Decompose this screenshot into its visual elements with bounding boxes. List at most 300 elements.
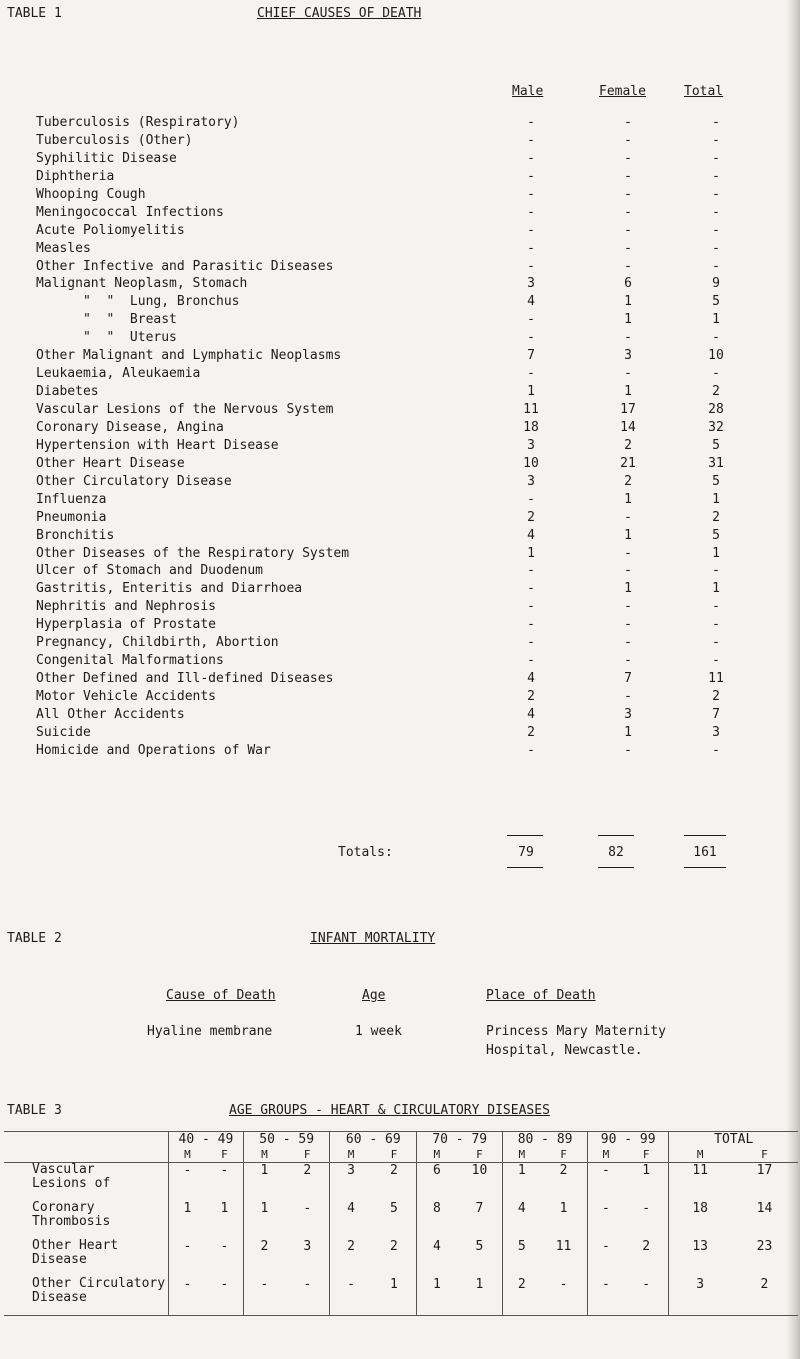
table3-row (4, 1163, 798, 1202)
male-value: - (527, 186, 535, 202)
table3-cell: - (642, 1201, 651, 1216)
table1-row (36, 384, 756, 402)
table3-cell: 11 (669, 1163, 731, 1202)
row-caption-line2: Lesions of (32, 1176, 111, 1191)
table3-cell: 6 (417, 1163, 457, 1202)
female-value: - (624, 222, 632, 238)
female-value: 17 (620, 402, 636, 417)
male-value: 4 (527, 671, 535, 687)
female-value: - (624, 545, 632, 561)
table1-row (36, 653, 756, 671)
female-value: - (624, 599, 632, 615)
table1-row (36, 528, 756, 546)
cause-label: Leukaemia, Aleukaemia (36, 366, 201, 382)
cause-label: " " Breast (36, 312, 177, 328)
cause-label: Vascular Lesions of the Nervous System (36, 402, 334, 417)
male-value: 3 (527, 276, 535, 292)
table3-row (4, 1239, 798, 1277)
table3-cell: 1 (642, 1163, 651, 1178)
table3-cell: 23 (756, 1239, 773, 1254)
table1-row (36, 259, 756, 277)
table3-cell: 4 (330, 1201, 372, 1239)
table1-row (36, 510, 756, 528)
sex-header-m: M (669, 1148, 731, 1163)
male-value: - (527, 150, 535, 166)
table1-row (36, 707, 756, 725)
table2-title: INFANT MORTALITY (310, 931, 436, 946)
female-value: 2 (624, 437, 632, 453)
table3-corner (4, 1132, 168, 1148)
male-value: - (527, 204, 535, 220)
age-group-header: 70 - 79 (417, 1132, 503, 1148)
male-value: 2 (527, 724, 535, 740)
row-caption-line1: Other Circulatory (32, 1276, 166, 1291)
table3-cell: 5 (503, 1239, 540, 1277)
total-value: - (712, 366, 720, 382)
cause-label: Influenza (36, 491, 107, 507)
table1-row (36, 223, 756, 241)
female-value: 7 (624, 671, 632, 687)
total-value: - (712, 617, 720, 633)
total-value: - (712, 150, 720, 166)
table1-row (36, 169, 756, 187)
table3-cell: 1 (559, 1201, 568, 1216)
table1-row (36, 133, 756, 151)
total-value: - (712, 132, 720, 148)
cause-label: Congenital Malformations (36, 653, 224, 669)
table1-row (36, 187, 756, 205)
male-value: - (527, 222, 535, 238)
female-value: - (624, 240, 632, 256)
male-value: - (527, 330, 535, 346)
table1-header-total: Total (684, 84, 724, 99)
table1-row (36, 635, 756, 653)
table1-row (36, 563, 756, 581)
table3-cell: - (624, 1277, 669, 1316)
table1-row (36, 599, 756, 617)
table3-cell: - (168, 1163, 205, 1202)
cause-label: Hypertension with Heart Disease (36, 437, 279, 453)
age-group-header: 60 - 69 (330, 1132, 417, 1148)
female-value: 1 (624, 384, 632, 400)
table1-row (36, 330, 756, 348)
male-value: - (527, 491, 535, 507)
table3-row (4, 1277, 798, 1316)
female-value: - (624, 186, 632, 202)
male-value: - (527, 366, 535, 382)
male-value: - (527, 563, 535, 579)
male-value: - (527, 240, 535, 256)
table1-row (36, 671, 756, 689)
total-value: 1 (712, 545, 720, 561)
male-value: - (527, 742, 535, 758)
totals-rule-bottom-male (507, 867, 543, 868)
table1-header-female: Female (599, 84, 646, 99)
table3-cell: - (587, 1201, 624, 1239)
table3-cell: - (587, 1277, 624, 1316)
total-value: - (712, 563, 720, 579)
table3-cell: - (303, 1201, 312, 1216)
cause-label: Diabetes (36, 384, 99, 400)
total-value: - (712, 599, 720, 615)
male-value: 3 (527, 437, 535, 453)
totals-rule-top-female (598, 835, 634, 836)
table3-cell: - (220, 1163, 229, 1178)
total-value: - (712, 222, 720, 238)
table3-cell: - (168, 1277, 205, 1316)
table2-place-line2: Hospital, Newcastle. (486, 1043, 643, 1058)
table3-cell: 18 (669, 1201, 731, 1239)
cause-label: Nephritis and Nephrosis (36, 599, 217, 615)
total-value: 2 (712, 509, 720, 525)
table1-row (36, 725, 756, 743)
table1-header-male: Male (512, 84, 544, 99)
table3-cell: 3 (330, 1163, 372, 1202)
sex-header-m: M (503, 1148, 540, 1163)
table1-row (36, 312, 756, 330)
table3-cell: 1 (503, 1163, 540, 1202)
table3-row (4, 1201, 798, 1239)
table3-cell: 1 (457, 1277, 503, 1316)
table3-cell: - (243, 1277, 285, 1316)
row-caption (4, 1201, 168, 1239)
cause-label: Motor Vehicle Accidents (36, 689, 217, 704)
table2-age: 1 week (355, 1024, 402, 1039)
male-value: 4 (527, 294, 535, 310)
table2-place-line1: Princess Mary Maternity (486, 1024, 667, 1039)
table3-cell: 2 (731, 1277, 798, 1316)
female-value: 2 (624, 473, 632, 489)
table3-cell: 10 (471, 1163, 488, 1178)
table1-row (36, 492, 756, 510)
table3-cell: 14 (756, 1201, 773, 1216)
cause-label: Tuberculosis (Respiratory) (36, 115, 240, 130)
total-value: 9 (712, 276, 720, 292)
table3-title: AGE GROUPS - HEART & CIRCULATORY DISEASES (229, 1103, 550, 1118)
table3-cell: 3 (303, 1239, 312, 1254)
sex-header-f: F (285, 1148, 330, 1163)
table3-cell: 2 (642, 1239, 651, 1254)
table1-row (36, 617, 756, 635)
cause-label: Other Malignant and Lymphatic Neoplasms (36, 348, 342, 364)
total-value: 32 (708, 419, 724, 435)
total-value: 11 (708, 671, 724, 687)
male-value: - (527, 258, 535, 274)
total-value: 3 (712, 724, 720, 740)
table3-label: TABLE 3 (7, 1103, 62, 1118)
age-group-header: 40 - 49 (168, 1132, 243, 1148)
male-value: - (527, 653, 535, 669)
table1-row (36, 581, 756, 599)
male-value: 7 (527, 348, 535, 364)
total-value: - (712, 742, 720, 758)
table3-cell: 1 (220, 1201, 229, 1216)
cause-label: " " Uterus (36, 330, 177, 346)
table1-row (36, 438, 756, 456)
table3-cell: 8 (417, 1201, 457, 1239)
table3-cell: 2 (559, 1163, 568, 1178)
cause-label: " " Lung, Bronchus (36, 294, 240, 310)
sex-header-f: F (372, 1148, 417, 1163)
female-value: 1 (624, 724, 632, 740)
female-value: 14 (620, 419, 636, 435)
total-value: 2 (712, 384, 720, 400)
total-value: - (712, 258, 720, 274)
table1-label: TABLE 1 (7, 6, 62, 21)
total-value: 31 (708, 455, 724, 471)
sex-header-f: F (540, 1148, 587, 1163)
total-value: - (712, 240, 720, 256)
table1-title: CHIEF CAUSES OF DEATH (257, 6, 422, 21)
table1-row (36, 294, 756, 312)
female-value: - (624, 204, 632, 220)
age-group-header: 90 - 99 (587, 1132, 669, 1148)
male-value: 10 (523, 455, 539, 471)
total-value: - (712, 186, 720, 202)
female-value: - (624, 330, 632, 346)
total-value: 1 (712, 581, 720, 597)
totals-rule-bottom-total (684, 867, 726, 868)
cause-label: Other Diseases of the Respiratory System (36, 545, 350, 561)
male-value: 1 (527, 384, 535, 400)
table2-header-place: Place of Death (486, 988, 596, 1003)
totals-rule-top-male (507, 835, 543, 836)
table1-row (36, 276, 756, 294)
cause-label: Gastritis, Enteritis and Diarrhoea (36, 581, 303, 597)
male-value: - (527, 617, 535, 633)
table3-cell: 2 (330, 1239, 372, 1277)
total-value: 2 (712, 689, 720, 704)
male-value: 3 (527, 473, 535, 489)
age-group-header: TOTAL (669, 1132, 798, 1148)
table3-cell: - (206, 1277, 243, 1316)
table3-cell: 4 (503, 1201, 540, 1239)
age-group-header: 80 - 89 (503, 1132, 588, 1148)
table2-header-age: Age (362, 988, 386, 1003)
total-value: 1 (712, 312, 720, 328)
row-caption (4, 1239, 168, 1277)
table2-label: TABLE 2 (7, 931, 62, 946)
table3-cell: 7 (475, 1201, 484, 1216)
male-value: - (527, 581, 535, 597)
table1-row (36, 474, 756, 492)
table1-row (36, 366, 756, 384)
total-value: 5 (712, 294, 720, 310)
cause-label: Coronary Disease, Angina (36, 419, 224, 435)
table1-row (36, 151, 756, 169)
total-value: 10 (708, 348, 724, 364)
table3-age-header-row (4, 1132, 798, 1148)
table3-cell: 2 (503, 1277, 540, 1316)
table1-row (36, 743, 756, 761)
male-value: 2 (527, 509, 535, 525)
total-value: 5 (712, 527, 720, 543)
female-value: 1 (624, 294, 632, 310)
total-value: - (712, 330, 720, 346)
cause-label: Malignant Neoplasm, Stomach (36, 276, 248, 292)
table2-cause: Hyaline membrane (147, 1024, 273, 1039)
sex-header-m: M (168, 1148, 205, 1163)
totals-rule-bottom-female (598, 867, 634, 868)
total-value: - (712, 635, 720, 651)
table2-header-cause: Cause of Death (166, 988, 276, 1003)
cause-label: Hyperplasia of Prostate (36, 617, 217, 633)
row-caption-line1: Coronary (32, 1200, 95, 1215)
table3-cell: - (285, 1277, 330, 1316)
table1-row (36, 402, 756, 420)
female-value: 1 (624, 491, 632, 507)
female-value: 1 (624, 581, 632, 597)
cause-label: Pregnancy, Childbirth, Abortion (36, 635, 279, 651)
female-value: - (624, 258, 632, 274)
totals-rule-top-total (684, 835, 726, 836)
female-value: - (624, 132, 632, 148)
total-value: 7 (712, 706, 720, 722)
female-value: - (624, 635, 632, 651)
cause-label: Whooping Cough (36, 186, 146, 202)
table3-cell: 1 (243, 1163, 285, 1202)
male-value: - (527, 115, 535, 130)
table1-row (36, 205, 756, 223)
cause-label: Homicide and Operations of War (36, 742, 271, 758)
female-value: 1 (624, 527, 632, 543)
cause-label: Suicide (36, 724, 91, 740)
table3-sex-header-row (4, 1148, 798, 1163)
male-value: - (527, 635, 535, 651)
row-caption-line1: Vascular (32, 1162, 95, 1177)
sex-header-m: M (587, 1148, 624, 1163)
table3-cell: 13 (669, 1239, 731, 1277)
total-value: 1 (712, 491, 720, 507)
female-value: - (624, 509, 632, 525)
male-value: 1 (527, 545, 535, 561)
totals-female: 82 (608, 845, 624, 860)
female-value: 3 (624, 706, 632, 722)
female-value: - (624, 742, 632, 758)
male-value: 4 (527, 527, 535, 543)
sex-header-f: F (457, 1148, 503, 1163)
female-value: - (624, 150, 632, 166)
male-value: 18 (523, 419, 539, 435)
total-value: - (712, 204, 720, 220)
table1-row (36, 456, 756, 474)
female-value: - (624, 563, 632, 579)
sex-header-f: F (206, 1148, 243, 1163)
table3-cell: 2 (389, 1239, 398, 1254)
table3-cell: - (587, 1239, 624, 1277)
sex-header-m: M (243, 1148, 285, 1163)
table3-cell: 1 (372, 1277, 417, 1316)
sex-header-f: F (624, 1148, 669, 1163)
cause-label: Measles (36, 240, 91, 256)
table1-rows (36, 115, 756, 761)
table3-cell: 3 (669, 1277, 731, 1316)
total-value: 28 (708, 402, 724, 417)
table3-cell: 1 (417, 1277, 457, 1316)
table3-cell: - (587, 1163, 624, 1202)
cause-label: Other Infective and Parasitic Diseases (36, 258, 334, 274)
male-value: 11 (523, 402, 539, 417)
table3-cell: 11 (555, 1239, 572, 1254)
row-caption-line1: Other Heart (32, 1238, 119, 1253)
table1-row (36, 115, 756, 133)
cause-label: Ulcer of Stomach and Duodenum (36, 563, 263, 579)
row-caption-line2: Disease (32, 1252, 87, 1267)
totals-total: 161 (693, 845, 717, 860)
female-value: 6 (624, 276, 632, 292)
total-value: 5 (712, 437, 720, 453)
row-caption-line2: Disease (32, 1290, 87, 1305)
male-value: 4 (527, 706, 535, 722)
cause-label: Acute Poliomyelitis (36, 222, 185, 238)
cause-label: Tuberculosis (Other) (36, 132, 193, 148)
row-caption (4, 1163, 168, 1202)
table1-row (36, 348, 756, 366)
female-value: - (624, 617, 632, 633)
female-value: - (624, 689, 632, 704)
cause-label: All Other Accidents (36, 706, 185, 722)
cause-label: Syphilitic Disease (36, 150, 177, 166)
table1-row (36, 241, 756, 259)
sex-header-m: M (417, 1148, 457, 1163)
table3-cell: 2 (243, 1239, 285, 1277)
sex-header-f: F (731, 1148, 798, 1163)
male-value: - (527, 132, 535, 148)
table3-cell: 4 (417, 1239, 457, 1277)
male-value: - (527, 599, 535, 615)
female-value: 1 (624, 312, 632, 328)
table1-row (36, 546, 756, 564)
total-value: - (712, 168, 720, 184)
totals-label: Totals: (338, 845, 393, 860)
female-value: - (624, 653, 632, 669)
cause-label: Bronchitis (36, 527, 115, 543)
row-caption-line2: Thrombosis (32, 1214, 111, 1229)
table3-cell: - (220, 1239, 229, 1254)
female-value: - (624, 115, 632, 130)
table3-cell: 17 (756, 1163, 773, 1178)
table3-grid (4, 1132, 798, 1316)
total-value: - (712, 653, 720, 669)
table3-cell: 2 (389, 1163, 398, 1178)
cause-label: Other Heart Disease (36, 455, 185, 471)
male-value: 2 (527, 689, 535, 704)
cause-label: Pneumonia (36, 509, 107, 525)
table3-cell: 2 (303, 1163, 312, 1178)
age-group-header: 50 - 59 (243, 1132, 330, 1148)
female-value: 21 (620, 455, 636, 471)
cause-label: Other Defined and Ill-defined Diseases (36, 671, 334, 687)
sex-header-m: M (330, 1148, 372, 1163)
female-value: - (624, 366, 632, 382)
table1-row (36, 689, 756, 707)
totals-male: 79 (518, 845, 534, 860)
cause-label: Diphtheria (36, 168, 115, 184)
table3-cell: - (540, 1277, 587, 1316)
table3-cell: 1 (168, 1201, 205, 1239)
table3-cell: 5 (389, 1201, 398, 1216)
table3-cell: - (168, 1239, 205, 1277)
female-value: - (624, 168, 632, 184)
female-value: 3 (624, 348, 632, 364)
cause-label: Meningococcal Infections (36, 204, 224, 220)
total-value: - (712, 115, 720, 130)
table3-cell: 5 (475, 1239, 484, 1254)
cause-label: Other Circulatory Disease (36, 473, 232, 489)
row-caption (4, 1277, 168, 1316)
table1-row (36, 420, 756, 438)
male-value: - (527, 168, 535, 184)
